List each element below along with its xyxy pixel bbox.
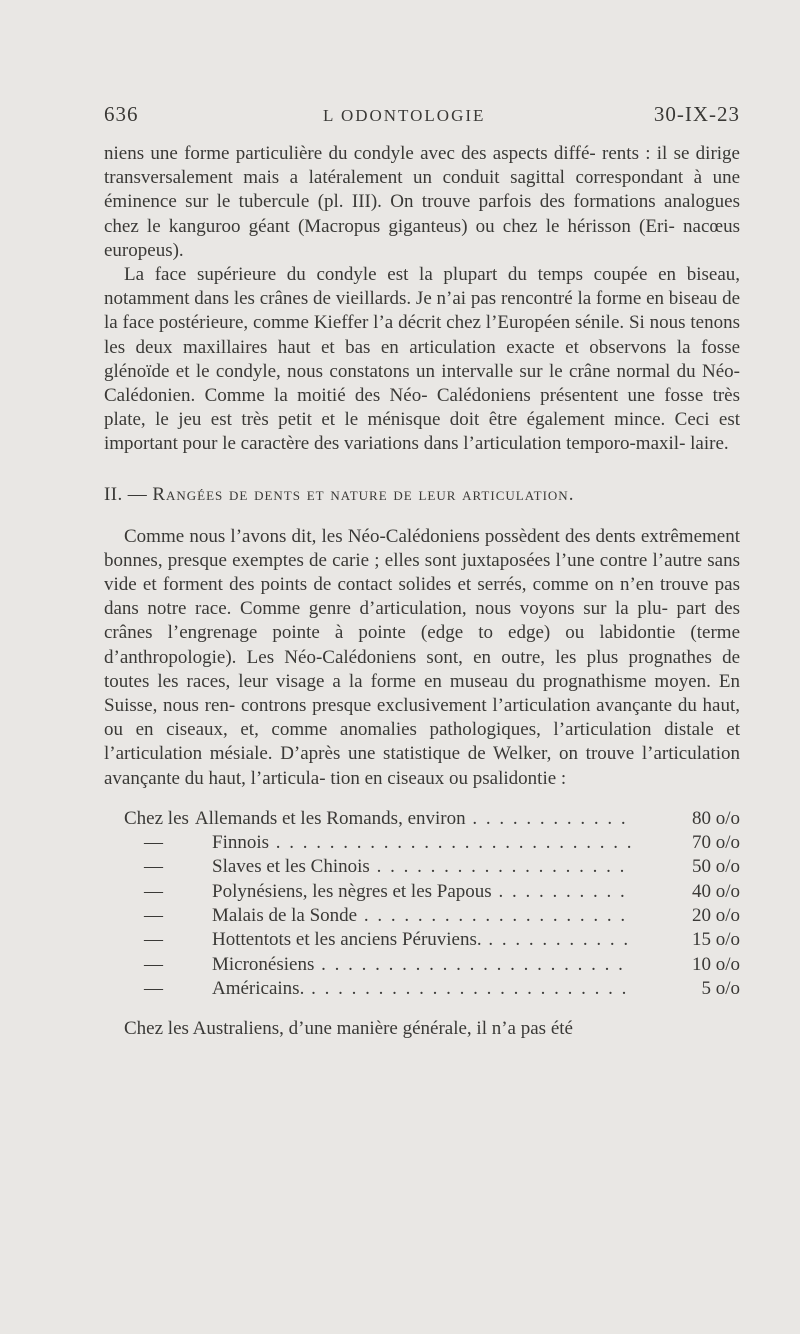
population-label: Allemands et les Romands, environ . . . — [189, 807, 632, 831]
section-heading — [104, 483, 740, 507]
text-line: Welker, on trouve l’articulation avançante du haut, l’articula- — [104, 743, 740, 789]
text-line: niens une forme particulière du condyle avec des aspects diffé- — [104, 143, 596, 164]
row-lead: Chez les — [124, 807, 189, 829]
text-line: (pl. III). On trouve parfois des formations analogues chez le — [104, 191, 740, 237]
population-label: Micronésiens . . . — [212, 953, 632, 977]
row-lead: — — [144, 953, 163, 975]
text-line: tion en ciseaux ou psalidontie : — [330, 767, 567, 789]
paragraph-condyle-forms — [104, 142, 740, 263]
text-line: controns presque exclusivement l’articulation avançante du haut, — [240, 695, 740, 717]
percentage-value: 20 o/o — [691, 905, 740, 927]
population-label: Finnois . . . — [212, 831, 632, 855]
text-line: crâne normal du Néo-Calédonien. Comme la moitié des Néo- — [104, 360, 741, 407]
text-line: ou en ciseaux, et, comme anomalies pathologiques, l’articulation — [104, 719, 652, 741]
percentage-value: 50 o/o — [691, 856, 740, 878]
statistics-list — [104, 807, 740, 1001]
row-lead: — — [144, 880, 163, 902]
issue-date: 30-IX-23 — [653, 102, 740, 126]
row-lead: — — [144, 929, 163, 951]
population-label: Slaves et les Chinois . . . — [212, 855, 632, 879]
journal-title: L ODONTOLOGIE — [322, 106, 486, 125]
population-label: Hottentots et les anciens Péruviens. . . . — [212, 928, 632, 952]
text-line: Comme nous l’avons dit, les Néo-Calédoniens possèdent des — [124, 525, 591, 547]
row-lead: — — [144, 832, 163, 854]
text-line: part des crânes l’engrenage pointe à pointe (edge to edge) ou — [104, 598, 741, 644]
book-page — [104, 102, 740, 1041]
text-line: maxillaires haut et bas en articulation exacte et observons la — [182, 336, 691, 358]
text-line: distale et l’articulation mésiale. D’après une statistique de — [104, 719, 741, 765]
paragraph-dental-arches — [104, 525, 740, 791]
row-lead: — — [144, 856, 163, 878]
text-line: La face supérieure du condyle est la plupart du temps coupée — [124, 264, 648, 286]
text-line: conduit sagittal correspondant à une éminence sur le tubercule — [104, 167, 741, 213]
statistics-row — [104, 953, 740, 977]
statistics-row — [104, 807, 740, 831]
text-line: dents extrêmement bonnes, presque exemptes de carie ; elles sont — [104, 525, 741, 571]
page-number: 636 — [104, 102, 139, 126]
text-line: et le ménisque doit être également mince. Ceci est important pour — [104, 409, 740, 455]
percentage-value: 15 o/o — [691, 929, 740, 951]
text-line: Calédoniens présentent une fosse très plate, le jeu est très petit — [104, 385, 741, 431]
percentage-value: 40 o/o — [691, 880, 740, 902]
text-line: kanguroo géant (Macropus giganteus) ou chez le hérisson (Eri- — [168, 215, 675, 237]
text-line: laire. — [690, 433, 729, 455]
percentage-value: 70 o/o — [691, 832, 740, 854]
paragraph-condyle-surface — [104, 263, 740, 457]
text-line: outre, les plus prognathes de toutes les races, leur visage a la — [104, 646, 740, 692]
section-number: II. — — [104, 483, 148, 505]
statistics-row — [104, 928, 740, 952]
section-title: Rangées de dents et nature de leur articulation. — [152, 483, 575, 505]
statistics-row — [104, 904, 740, 928]
text-line: rencontré la forme en biseau de la face postérieure, comme — [104, 288, 741, 334]
text-line: forme en museau du prognathisme moyen. En Suisse, nous ren- — [104, 670, 741, 717]
text-line: nacœus europeus). — [104, 215, 741, 261]
text-line: de contact solides et serrés, comme on n’en trouve pas dans — [104, 574, 741, 620]
text-line: notre race. Comme genre d’articulation, nous voyons sur la plu- — [147, 598, 668, 620]
text-line: Chez les Australiens, d’une manière générale, il n’a pas été — [124, 1018, 573, 1040]
paragraph-closing — [104, 1017, 740, 1041]
statistics-row — [104, 880, 740, 904]
percentage-value: 5 o/o — [701, 977, 740, 999]
percentage-value: 10 o/o — [691, 953, 740, 975]
text-line: le caractère des variations dans l’articulation temporo-maxil- — [222, 433, 686, 455]
text-line: fosse glénoïde et le condyle, nous constatons un intervalle sur le — [104, 336, 741, 382]
population-label: Polynésiens, les nègres et les Papous . . . — [212, 880, 632, 904]
percentage-value: 80 o/o — [691, 807, 740, 829]
text-line: Kieffer l’a décrit chez l’Européen sénile. Si nous tenons les deux — [104, 312, 741, 358]
text-line: rents : il se dirige transversalement mais a latéralement un — [104, 143, 740, 189]
statistics-row — [104, 855, 740, 879]
row-lead: — — [144, 905, 163, 927]
statistics-row — [104, 977, 740, 1001]
statistics-row — [104, 831, 740, 855]
row-lead: — — [144, 977, 163, 999]
population-label: Malais de la Sonde . . . — [212, 904, 632, 928]
text-line: en biseau, notamment dans les crânes de vieillards. Je n’ai pas — [104, 264, 740, 310]
text-line: juxtaposées l’une contre l’autre sans vide et forment des points — [104, 549, 740, 596]
running-head — [104, 102, 740, 142]
text-line: labidontie (terme d’anthropologie). Les Néo-Calédoniens sont, en — [104, 622, 741, 668]
population-label: Américains. . . . — [212, 977, 632, 1001]
